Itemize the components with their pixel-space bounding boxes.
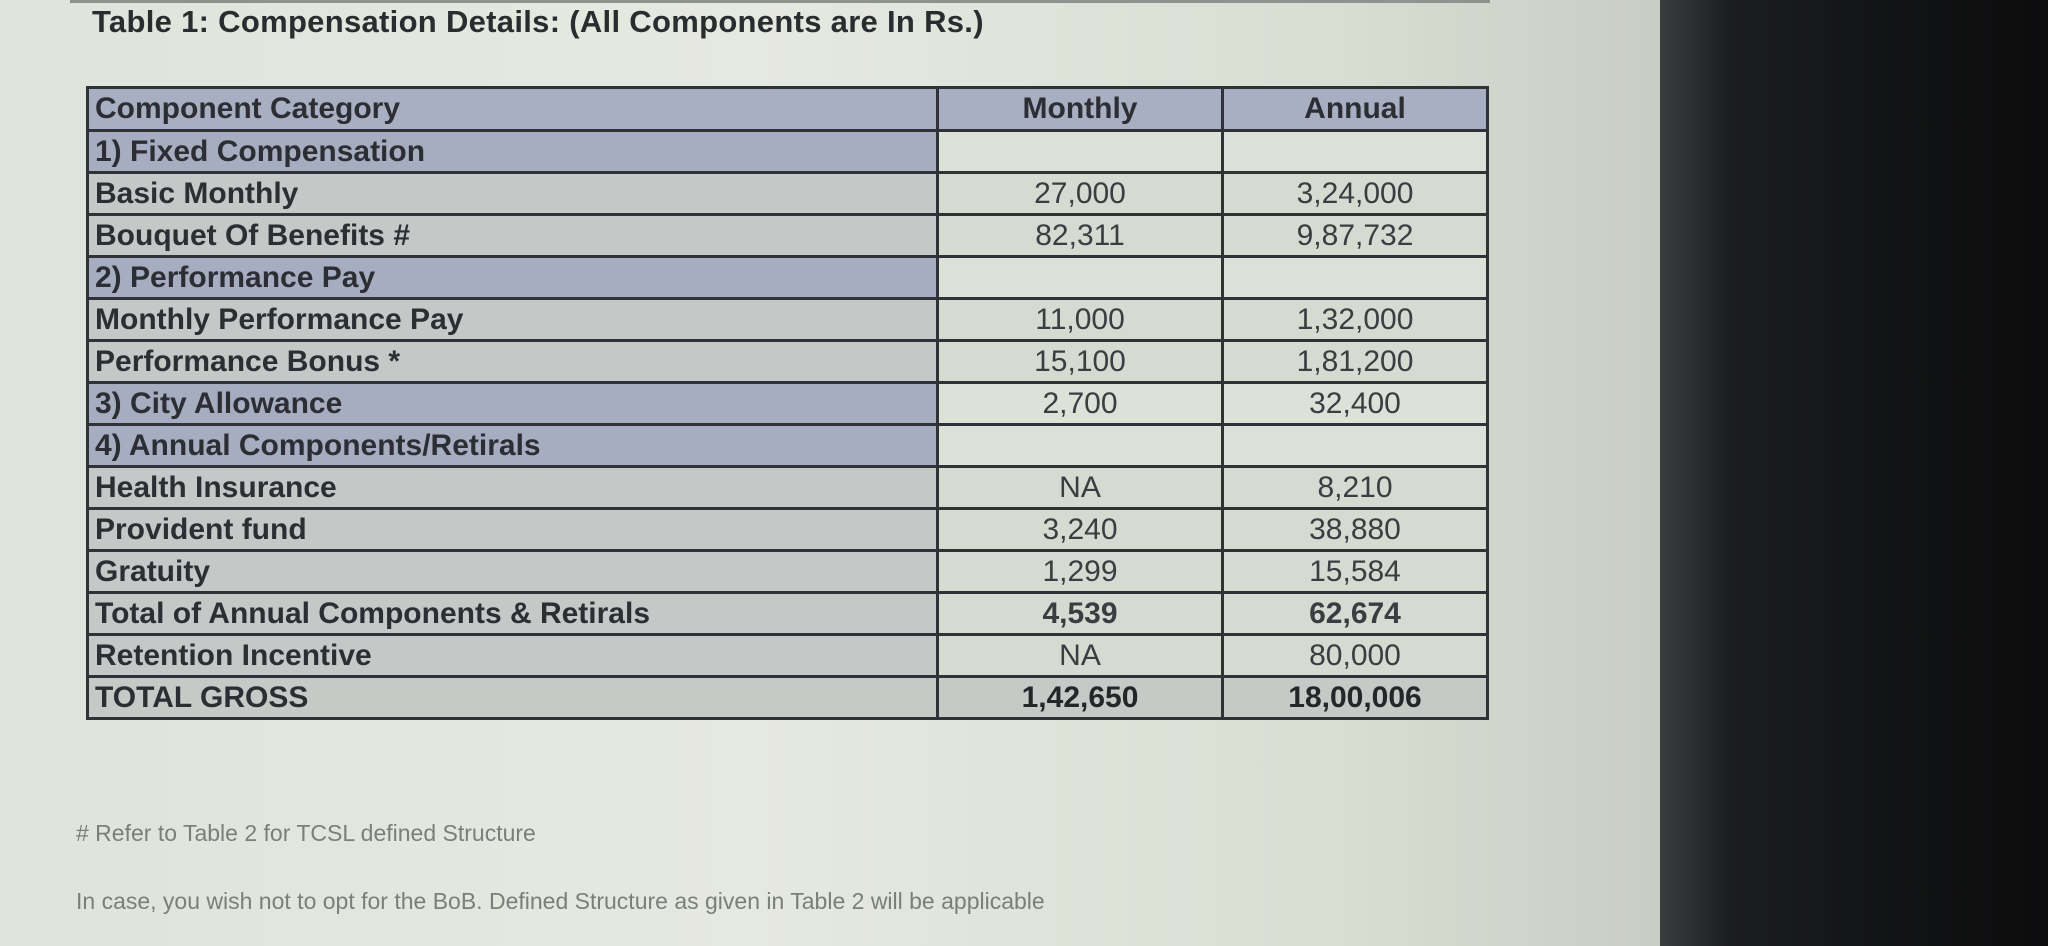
row-annual [1223, 257, 1488, 299]
row-label: Health Insurance [88, 467, 938, 509]
row-label: Bouquet Of Benefits # [88, 215, 938, 257]
row-annual: 38,880 [1223, 509, 1488, 551]
table-row-performance-pay [88, 257, 1488, 299]
table-row-annual-components [88, 425, 1488, 467]
row-monthly: NA [938, 467, 1223, 509]
footnote-bob-structure: In case, you wish not to opt for the BoB. Defined Structure as given in Table 2 will be applicable [76, 888, 1045, 914]
table-row-health-insurance [88, 467, 1488, 509]
row-label: 3) City Allowance [88, 383, 938, 425]
table-title: Table 1: Compensation Details: (All Components are In Rs.) [92, 4, 984, 39]
row-annual: 32,400 [1223, 383, 1488, 425]
table-row-provident-fund [88, 509, 1488, 551]
row-label: Gratuity [88, 551, 938, 593]
row-annual: 1,32,000 [1223, 299, 1488, 341]
header-component-category: Component Category [88, 88, 938, 131]
row-monthly: 27,000 [938, 173, 1223, 215]
row-monthly: 11,000 [938, 299, 1223, 341]
footnote-table-reference: # Refer to Table 2 for TCSL defined Structure [76, 820, 536, 846]
row-label: 4) Annual Components/Retirals [88, 425, 938, 467]
row-annual: 80,000 [1223, 635, 1488, 677]
row-label: Basic Monthly [88, 173, 938, 215]
row-label: 1) Fixed Compensation [88, 131, 938, 173]
row-label: Monthly Performance Pay [88, 299, 938, 341]
row-annual: 3,24,000 [1223, 173, 1488, 215]
row-annual [1223, 425, 1488, 467]
table-row-gratuity [88, 551, 1488, 593]
row-annual: 9,87,732 [1223, 215, 1488, 257]
table-row-monthly-performance-pay [88, 299, 1488, 341]
table-row-basic-monthly [88, 173, 1488, 215]
row-monthly: 82,311 [938, 215, 1223, 257]
row-monthly: 2,700 [938, 383, 1223, 425]
header-annual: Annual [1223, 88, 1488, 131]
row-annual: 8,210 [1223, 467, 1488, 509]
row-monthly: 3,240 [938, 509, 1223, 551]
row-annual: 15,584 [1223, 551, 1488, 593]
row-monthly: NA [938, 635, 1223, 677]
row-annual: 1,81,200 [1223, 341, 1488, 383]
row-label: Retention Incentive [88, 635, 938, 677]
top-rule [70, 0, 1490, 3]
row-monthly [938, 425, 1223, 467]
table-row-city-allowance [88, 383, 1488, 425]
row-label: TOTAL GROSS [88, 677, 938, 719]
row-monthly: 4,539 [938, 593, 1223, 635]
table-row-total-gross [88, 677, 1488, 719]
header-monthly: Monthly [938, 88, 1223, 131]
row-monthly: 1,42,650 [938, 677, 1223, 719]
row-annual: 62,674 [1223, 593, 1488, 635]
row-annual [1223, 131, 1488, 173]
row-monthly: 1,299 [938, 551, 1223, 593]
row-monthly [938, 257, 1223, 299]
background-edge [1660, 0, 2048, 946]
row-label: Total of Annual Components & Retirals [88, 593, 938, 635]
table-row-total-annual-components [88, 593, 1488, 635]
table-row-performance-bonus [88, 341, 1488, 383]
table-row-retention-incentive [88, 635, 1488, 677]
row-label: Provident fund [88, 509, 938, 551]
row-annual: 18,00,006 [1223, 677, 1488, 719]
table-row-fixed-compensation [88, 131, 1488, 173]
compensation-table [86, 86, 1489, 720]
row-label: Performance Bonus * [88, 341, 938, 383]
row-label: 2) Performance Pay [88, 257, 938, 299]
table-header-row [88, 88, 1488, 131]
table-row-bouquet-of-benefits [88, 215, 1488, 257]
row-monthly: 15,100 [938, 341, 1223, 383]
row-monthly [938, 131, 1223, 173]
